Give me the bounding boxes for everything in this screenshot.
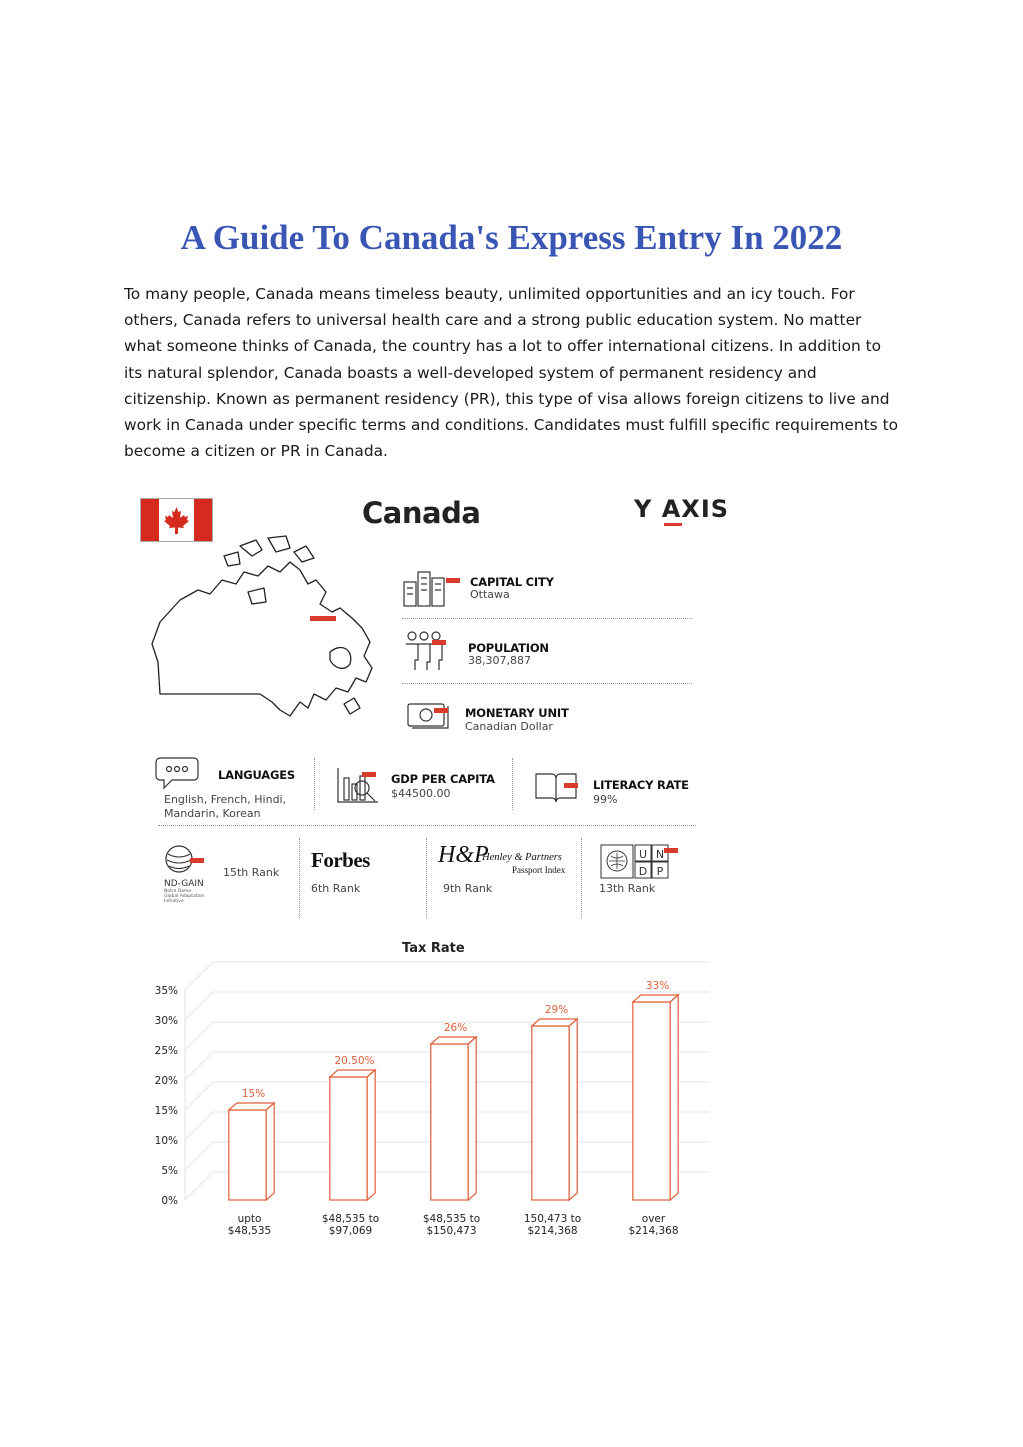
bar xyxy=(431,1044,468,1200)
forbes-logo: Forbes xyxy=(311,848,370,872)
divider xyxy=(314,758,315,810)
yaxis-logo: Y AXIS xyxy=(634,495,729,523)
divider xyxy=(402,618,692,619)
literacy-label: LITERACY RATE xyxy=(593,778,689,792)
gridline xyxy=(185,1142,213,1170)
y-tick-label: 10% xyxy=(154,1135,178,1147)
y-tick-label: 30% xyxy=(154,1015,178,1027)
divider xyxy=(581,838,582,918)
bar-side xyxy=(468,1037,476,1200)
bar xyxy=(229,1110,266,1200)
gridline xyxy=(185,1022,213,1050)
gdp-value: $44500.00 xyxy=(391,787,451,800)
bar-side xyxy=(670,995,678,1200)
literacy-value: 99% xyxy=(593,793,618,806)
currency-label: MONETARY UNIT xyxy=(465,706,569,720)
y-tick-label: 5% xyxy=(161,1165,178,1177)
bar xyxy=(532,1026,569,1200)
capital-value: Ottawa xyxy=(470,588,510,601)
divider xyxy=(158,825,696,826)
intro-paragraph: To many people, Canada means timeless beauty, unlimited opportunities and an icy touch. For others, Canada refers to universal health care and a strong public education system. No matter what someone thinks of Canada, the country has a lot to offer international citizens. In addition to its natural splendor, Canada boasts a well-developed system of permanent residency and citizenship. Known as permanent residency (PR), this type of visa allows foreign citizens to live and work in Canada under specific terms and conditions. Candidates must fulfill specific requirements to become a citizen or PR in Canada. xyxy=(124,285,899,461)
bar-side xyxy=(367,1070,375,1200)
gridline xyxy=(185,1082,213,1110)
capital-label: CAPITAL CITY xyxy=(470,575,554,589)
buildings-icon xyxy=(402,568,460,608)
chart-title: Tax Rate xyxy=(402,941,465,956)
data-label: 26% xyxy=(443,1022,468,1034)
canada-infographic xyxy=(140,492,740,1237)
population-label: POPULATION xyxy=(468,641,549,655)
chat-bubble-icon xyxy=(156,754,204,790)
henley-name: Henley & Partners xyxy=(482,852,562,863)
ndgain-rank: 15th Rank xyxy=(223,866,280,879)
x-tick-label: upto xyxy=(237,1213,262,1225)
y-tick-label: 15% xyxy=(154,1105,178,1117)
henley-rank: 9th Rank xyxy=(443,882,493,895)
bar-side xyxy=(266,1103,274,1200)
x-tick-label: over xyxy=(641,1213,666,1225)
divider xyxy=(512,758,513,810)
y-tick-label: 25% xyxy=(154,1045,178,1057)
x-tick-label: $97,069 xyxy=(328,1225,373,1237)
languages-value-line2: Mandarin, Korean xyxy=(164,807,261,820)
svg-text:P: P xyxy=(656,865,664,878)
book-icon xyxy=(534,770,580,806)
x-tick-label: $214,368 xyxy=(628,1225,679,1237)
data-label: 15% xyxy=(241,1088,266,1100)
gridline xyxy=(185,1172,213,1200)
currency-value: Canadian Dollar xyxy=(465,720,553,733)
divider xyxy=(426,838,427,918)
divider xyxy=(402,683,692,684)
bar xyxy=(330,1077,367,1200)
bar xyxy=(633,1002,670,1200)
x-tick-label: $214,368 xyxy=(527,1225,578,1237)
canada-map-icon xyxy=(140,532,385,742)
population-value: 38,307,887 xyxy=(468,654,531,667)
gridline xyxy=(185,1112,213,1140)
y-tick-label: 0% xyxy=(161,1195,178,1207)
data-label: 20.50% xyxy=(334,1055,375,1067)
x-tick-label: $48,535 to xyxy=(321,1213,380,1225)
un-emblem-icon xyxy=(600,844,670,880)
ndgain-logo: ND-GAIN Notre Dame Global Adaptation Initiative xyxy=(164,844,214,904)
data-label: 33% xyxy=(645,980,670,992)
y-tick-label: 20% xyxy=(154,1075,178,1087)
x-tick-label: $48,535 to xyxy=(422,1213,481,1225)
tax-rate-chart xyxy=(140,960,720,1237)
gridline xyxy=(185,962,213,990)
svg-text:D: D xyxy=(638,865,648,878)
svg-text:U: U xyxy=(638,848,648,861)
svg-text:N: N xyxy=(655,848,665,861)
banknote-icon xyxy=(406,698,452,732)
gridline xyxy=(185,992,213,1020)
x-tick-label: $150,473 xyxy=(426,1225,477,1237)
forbes-rank: 6th Rank xyxy=(311,882,361,895)
henley-sub: Passport Index xyxy=(512,865,566,875)
languages-label: LANGUAGES xyxy=(218,768,295,782)
country-name: Canada xyxy=(362,496,481,530)
undp-rank: 13th Rank xyxy=(599,882,656,895)
undp-logo xyxy=(600,844,670,885)
data-label: 29% xyxy=(544,1004,569,1016)
gdp-label: GDP PER CAPITA xyxy=(391,772,495,786)
bar-side xyxy=(569,1019,577,1200)
gridline xyxy=(185,1052,213,1080)
people-icon xyxy=(404,630,444,672)
x-tick-label: 150,473 to xyxy=(523,1213,582,1225)
x-tick-label: $48,535 xyxy=(227,1225,272,1237)
languages-value-line1: English, French, Hindi, xyxy=(164,793,287,806)
y-tick-label: 35% xyxy=(154,985,178,997)
divider xyxy=(299,838,300,918)
henley-logo: H&P xyxy=(438,842,489,868)
page-title: A Guide To Canada's Express Entry In 2022 xyxy=(180,218,843,257)
